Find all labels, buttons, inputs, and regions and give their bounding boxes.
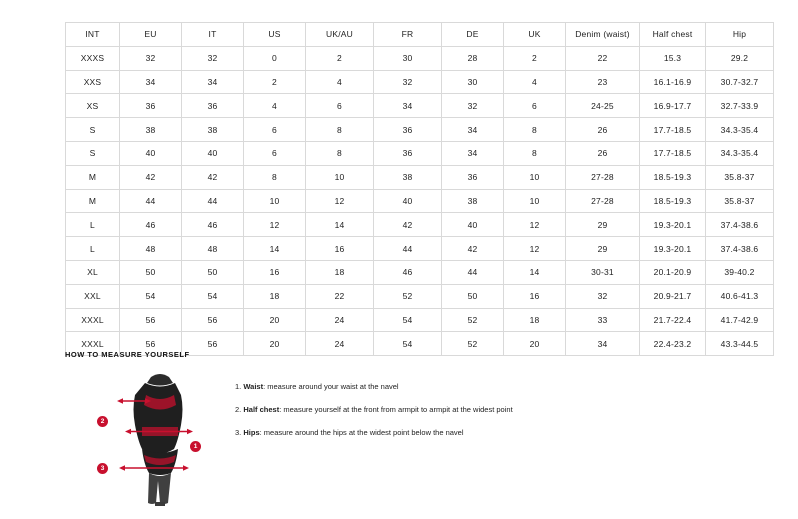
cell-uk: 10 [504, 189, 566, 213]
cell-it: 44 [182, 189, 244, 213]
how-to-measure-body [65, 369, 765, 509]
cell-de: 38 [442, 189, 504, 213]
table-row [66, 165, 774, 189]
cell-denim-waist: 26 [566, 141, 640, 165]
column-header-it: IT [182, 23, 244, 47]
cell-half-chest: 22.4-23.2 [640, 332, 706, 356]
cell-ukau: 14 [306, 213, 374, 237]
cell-it: 32 [182, 46, 244, 70]
cell-us: 8 [244, 165, 306, 189]
size-chart-table [65, 22, 774, 356]
badge-half-chest: 2 [97, 416, 108, 427]
cell-denim-waist: 27-28 [566, 189, 640, 213]
cell-ukau: 6 [306, 94, 374, 118]
cell-it: 48 [182, 237, 244, 261]
cell-uk: 4 [504, 70, 566, 94]
cell-hip: 29.2 [706, 46, 774, 70]
note-text: : measure around the hips at the widest point below the navel [259, 428, 464, 437]
cell-fr: 54 [374, 332, 442, 356]
cell-de: 36 [442, 165, 504, 189]
cell-int: M [66, 189, 120, 213]
cell-uk: 16 [504, 284, 566, 308]
cell-us: 14 [244, 237, 306, 261]
cell-hip: 32.7-33.9 [706, 94, 774, 118]
cell-half-chest: 16.1-16.9 [640, 70, 706, 94]
column-header-int: INT [66, 23, 120, 47]
cell-uk: 12 [504, 237, 566, 261]
note-index: 1. [235, 382, 242, 391]
cell-ukau: 18 [306, 260, 374, 284]
cell-de: 52 [442, 308, 504, 332]
cell-fr: 36 [374, 118, 442, 142]
cell-hip: 34.3-35.4 [706, 141, 774, 165]
cell-eu: 42 [120, 165, 182, 189]
cell-us: 20 [244, 308, 306, 332]
cell-ukau: 24 [306, 332, 374, 356]
cell-uk: 8 [504, 141, 566, 165]
table-row [66, 94, 774, 118]
cell-hip: 30.7-32.7 [706, 70, 774, 94]
cell-us: 6 [244, 141, 306, 165]
cell-it: 36 [182, 94, 244, 118]
cell-hip: 35.8-37 [706, 189, 774, 213]
cell-int: S [66, 118, 120, 142]
cell-ukau: 10 [306, 165, 374, 189]
cell-denim-waist: 23 [566, 70, 640, 94]
cell-half-chest: 18.5-19.3 [640, 165, 706, 189]
note-term: Hips [243, 428, 260, 437]
cell-denim-waist: 33 [566, 308, 640, 332]
badge-waist: 1 [190, 441, 201, 452]
cell-denim-waist: 34 [566, 332, 640, 356]
cell-denim-waist: 30-31 [566, 260, 640, 284]
cell-ukau: 22 [306, 284, 374, 308]
cell-fr: 30 [374, 46, 442, 70]
cell-fr: 44 [374, 237, 442, 261]
cell-uk: 12 [504, 213, 566, 237]
cell-uk: 18 [504, 308, 566, 332]
cell-eu: 56 [120, 308, 182, 332]
cell-fr: 32 [374, 70, 442, 94]
cell-int: XXXL [66, 332, 120, 356]
cell-eu: 38 [120, 118, 182, 142]
cell-de: 32 [442, 94, 504, 118]
how-to-measure-section [65, 350, 765, 509]
column-header-fr: FR [374, 23, 442, 47]
size-chart-container [65, 22, 759, 356]
cell-us: 4 [244, 94, 306, 118]
table-row [66, 118, 774, 142]
cell-fr: 38 [374, 165, 442, 189]
mannequin-figure [100, 369, 215, 509]
column-header-ukau: UK/AU [306, 23, 374, 47]
cell-eu: 56 [120, 332, 182, 356]
measure-note-hips [235, 427, 513, 439]
cell-denim-waist: 26 [566, 118, 640, 142]
cell-int: XL [66, 260, 120, 284]
cell-half-chest: 19.3-20.1 [640, 237, 706, 261]
cell-it: 46 [182, 213, 244, 237]
mannequin-illustration-icon [105, 369, 215, 509]
table-row [66, 213, 774, 237]
cell-de: 30 [442, 70, 504, 94]
cell-denim-waist: 29 [566, 213, 640, 237]
cell-it: 54 [182, 284, 244, 308]
column-header-us: US [244, 23, 306, 47]
note-index: 3. [235, 428, 242, 437]
cell-ukau: 8 [306, 141, 374, 165]
cell-half-chest: 19.3-20.1 [640, 213, 706, 237]
cell-it: 50 [182, 260, 244, 284]
column-header-hip: Hip [706, 23, 774, 47]
measure-note-half-chest [235, 404, 513, 416]
cell-us: 0 [244, 46, 306, 70]
cell-fr: 36 [374, 141, 442, 165]
table-row [66, 284, 774, 308]
cell-hip: 34.3-35.4 [706, 118, 774, 142]
cell-us: 18 [244, 284, 306, 308]
cell-denim-waist: 24-25 [566, 94, 640, 118]
cell-uk: 20 [504, 332, 566, 356]
cell-int: S [66, 141, 120, 165]
note-index: 2. [235, 405, 242, 414]
cell-us: 6 [244, 118, 306, 142]
cell-uk: 10 [504, 165, 566, 189]
cell-half-chest: 16.9-17.7 [640, 94, 706, 118]
cell-uk: 2 [504, 46, 566, 70]
column-header-denim-waist: Denim (waist) [566, 23, 640, 47]
cell-ukau: 8 [306, 118, 374, 142]
cell-hip: 40.6-41.3 [706, 284, 774, 308]
cell-it: 34 [182, 70, 244, 94]
cell-it: 38 [182, 118, 244, 142]
cell-uk: 6 [504, 94, 566, 118]
cell-us: 10 [244, 189, 306, 213]
cell-fr: 34 [374, 94, 442, 118]
cell-us: 2 [244, 70, 306, 94]
cell-fr: 40 [374, 189, 442, 213]
cell-de: 28 [442, 46, 504, 70]
cell-de: 50 [442, 284, 504, 308]
cell-ukau: 2 [306, 46, 374, 70]
badge-hips: 3 [97, 463, 108, 474]
cell-hip: 37.4-38.6 [706, 237, 774, 261]
cell-denim-waist: 29 [566, 237, 640, 261]
cell-fr: 54 [374, 308, 442, 332]
cell-it: 42 [182, 165, 244, 189]
cell-hip: 39-40.2 [706, 260, 774, 284]
cell-fr: 46 [374, 260, 442, 284]
column-header-de: DE [442, 23, 504, 47]
note-text: : measure yourself at the front from armpit to armpit at the widest point [279, 405, 513, 414]
table-row [66, 70, 774, 94]
table-row [66, 189, 774, 213]
cell-half-chest: 21.7-22.4 [640, 308, 706, 332]
cell-half-chest: 20.1-20.9 [640, 260, 706, 284]
column-header-uk: UK [504, 23, 566, 47]
column-header-eu: EU [120, 23, 182, 47]
cell-us: 16 [244, 260, 306, 284]
cell-de: 42 [442, 237, 504, 261]
cell-de: 44 [442, 260, 504, 284]
cell-fr: 42 [374, 213, 442, 237]
cell-half-chest: 20.9-21.7 [640, 284, 706, 308]
cell-us: 12 [244, 213, 306, 237]
cell-it: 56 [182, 308, 244, 332]
table-header-row [66, 23, 774, 47]
cell-us: 20 [244, 332, 306, 356]
table-row [66, 237, 774, 261]
cell-int: M [66, 165, 120, 189]
cell-eu: 36 [120, 94, 182, 118]
cell-ukau: 24 [306, 308, 374, 332]
cell-int: XXXS [66, 46, 120, 70]
table-body [66, 46, 774, 355]
cell-de: 34 [442, 141, 504, 165]
cell-half-chest: 15.3 [640, 46, 706, 70]
cell-denim-waist: 32 [566, 284, 640, 308]
cell-eu: 40 [120, 141, 182, 165]
cell-fr: 52 [374, 284, 442, 308]
cell-int: XS [66, 94, 120, 118]
cell-eu: 46 [120, 213, 182, 237]
column-header-half-chest: Half chest [640, 23, 706, 47]
cell-de: 52 [442, 332, 504, 356]
cell-it: 56 [182, 332, 244, 356]
table-row [66, 141, 774, 165]
measure-notes-list [235, 369, 513, 450]
cell-it: 40 [182, 141, 244, 165]
cell-int: XXS [66, 70, 120, 94]
table-row [66, 260, 774, 284]
cell-int: L [66, 213, 120, 237]
cell-ukau: 4 [306, 70, 374, 94]
cell-half-chest: 17.7-18.5 [640, 141, 706, 165]
cell-hip: 41.7-42.9 [706, 308, 774, 332]
cell-int: L [66, 237, 120, 261]
measure-note-waist [235, 381, 513, 393]
cell-eu: 32 [120, 46, 182, 70]
cell-eu: 48 [120, 237, 182, 261]
note-term: Half chest [243, 405, 280, 414]
cell-ukau: 16 [306, 237, 374, 261]
cell-int: XXXL [66, 308, 120, 332]
cell-hip: 43.3-44.5 [706, 332, 774, 356]
note-term: Waist [243, 382, 264, 391]
cell-eu: 50 [120, 260, 182, 284]
cell-half-chest: 18.5-19.3 [640, 189, 706, 213]
cell-int: XXL [66, 284, 120, 308]
cell-eu: 44 [120, 189, 182, 213]
cell-uk: 14 [504, 260, 566, 284]
cell-hip: 37.4-38.6 [706, 213, 774, 237]
how-to-measure-title: HOW TO MEASURE YOURSELF [65, 350, 190, 359]
table-row [66, 308, 774, 332]
cell-denim-waist: 27-28 [566, 165, 640, 189]
table-row [66, 46, 774, 70]
cell-ukau: 12 [306, 189, 374, 213]
cell-de: 34 [442, 118, 504, 142]
cell-de: 40 [442, 213, 504, 237]
table-header [66, 23, 774, 47]
cell-half-chest: 17.7-18.5 [640, 118, 706, 142]
cell-eu: 34 [120, 70, 182, 94]
cell-hip: 35.8-37 [706, 165, 774, 189]
cell-uk: 8 [504, 118, 566, 142]
note-text: : measure around your waist at the navel [263, 382, 399, 391]
cell-eu: 54 [120, 284, 182, 308]
cell-denim-waist: 22 [566, 46, 640, 70]
